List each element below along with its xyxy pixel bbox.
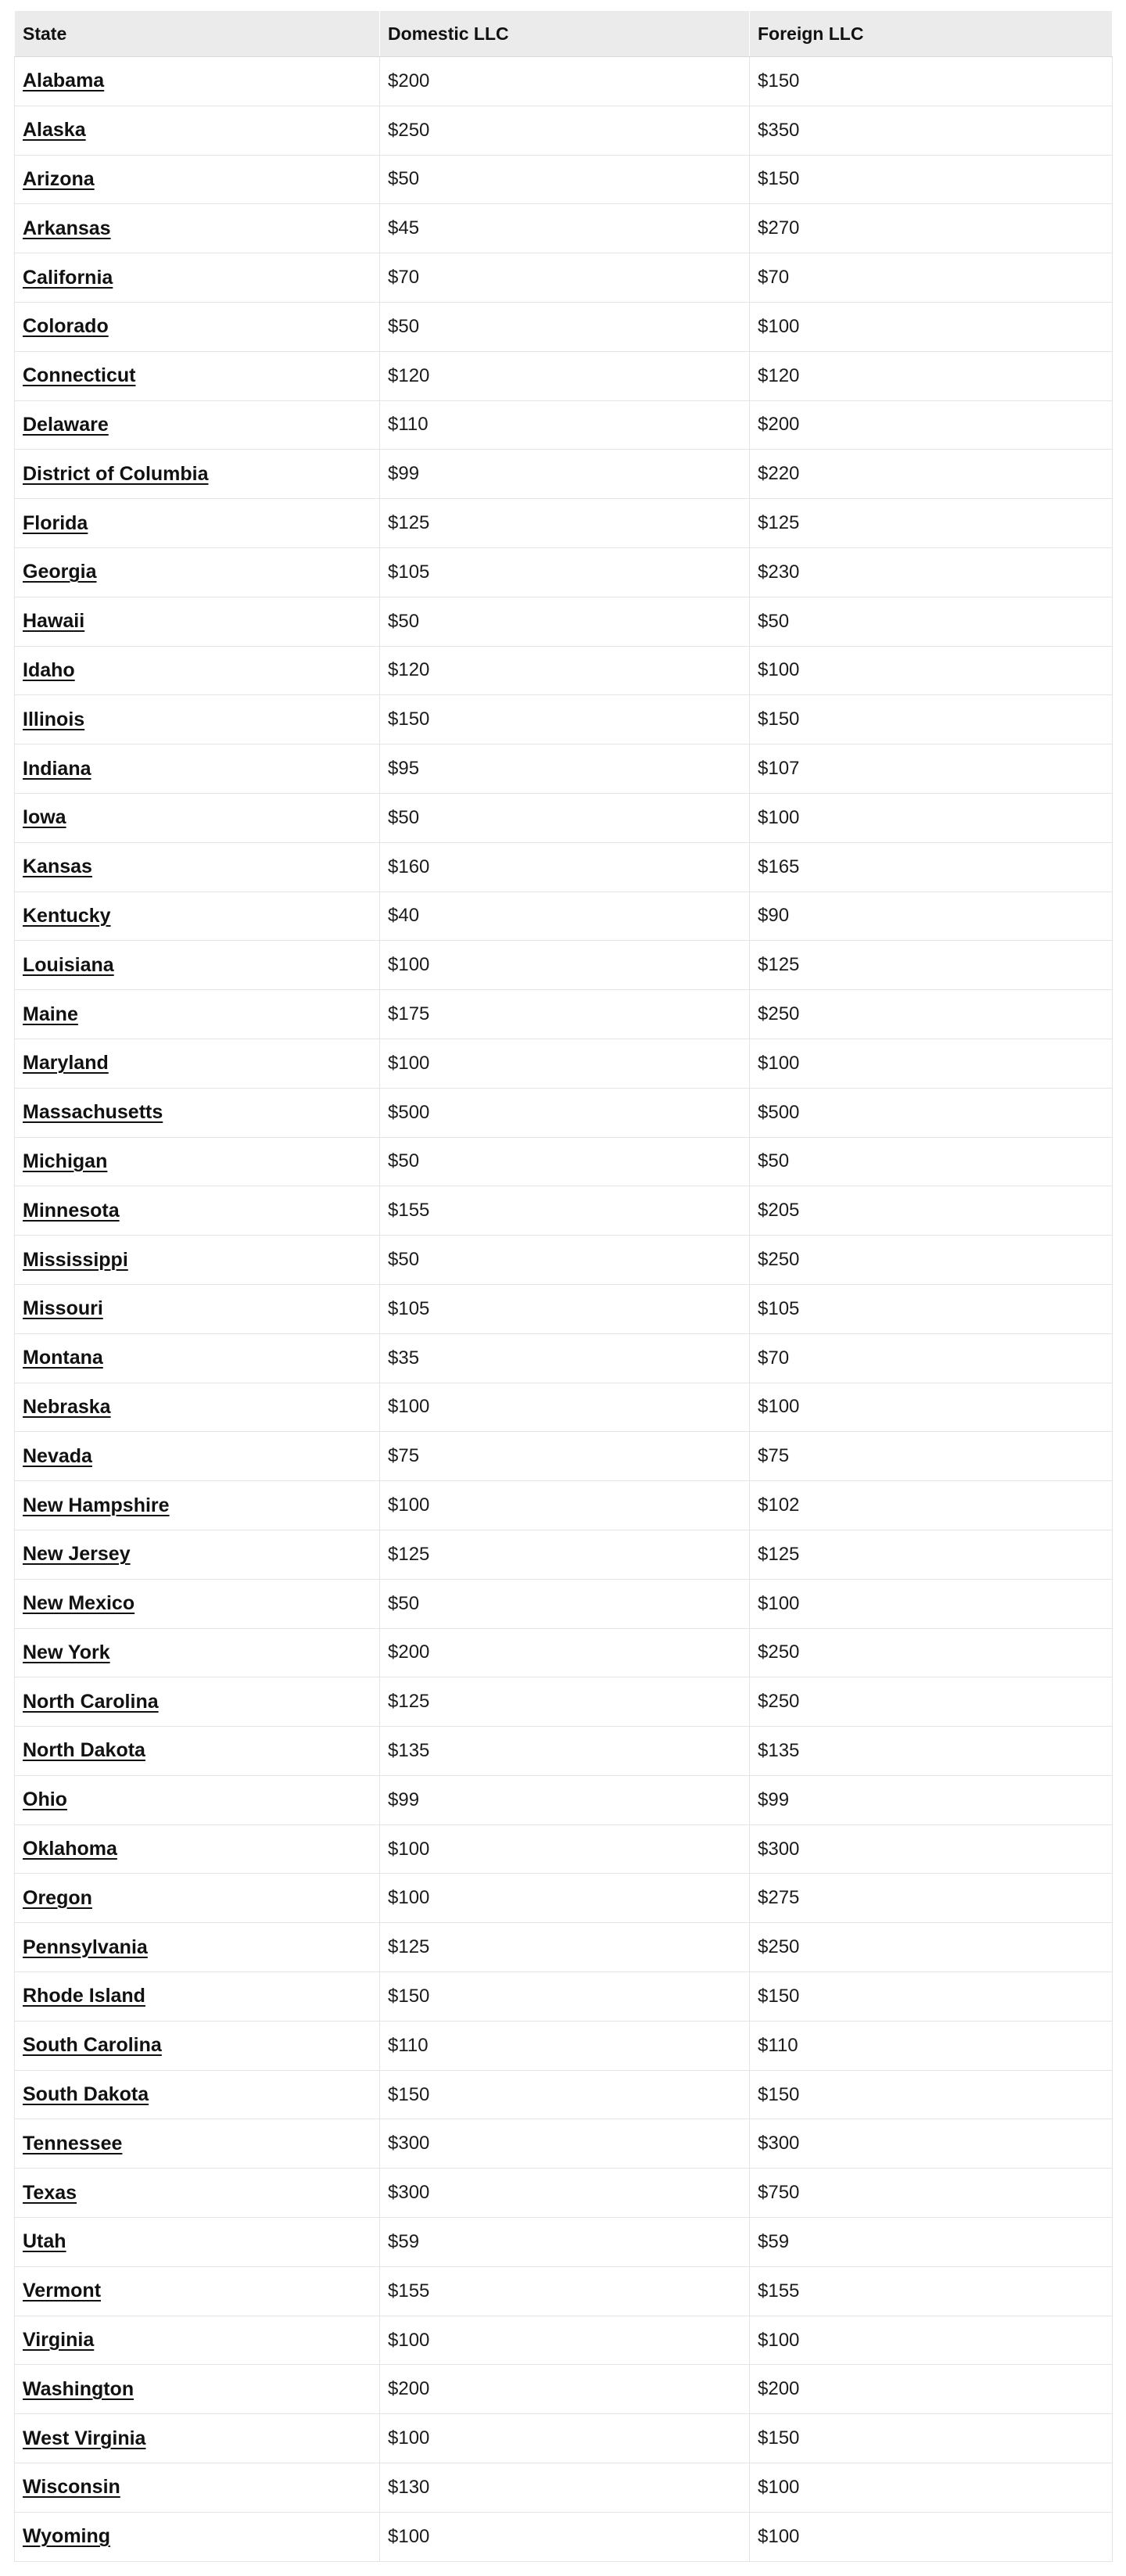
domestic-fee-cell: $50 — [380, 1236, 750, 1285]
table-row — [15, 2021, 1113, 2070]
foreign-fee-cell: $155 — [750, 2266, 1113, 2316]
state-link[interactable]: Massachusetts — [23, 1101, 163, 1124]
state-cell — [15, 1972, 380, 2022]
domestic-fee-cell: $125 — [380, 1530, 750, 1579]
state-cell — [15, 1383, 380, 1432]
state-cell — [15, 1236, 380, 1285]
state-cell — [15, 842, 380, 892]
domestic-fee-cell: $200 — [380, 57, 750, 106]
state-link[interactable]: Tennessee — [23, 2132, 123, 2154]
state-cell — [15, 2512, 380, 2561]
domestic-fee-cell: $99 — [380, 1775, 750, 1824]
foreign-fee-cell: $150 — [750, 57, 1113, 106]
domestic-fee-cell: $155 — [380, 2266, 750, 2316]
table-row — [15, 793, 1113, 842]
foreign-fee-cell: $70 — [750, 1333, 1113, 1383]
foreign-fee-cell: $100 — [750, 2512, 1113, 2561]
table-row — [15, 1824, 1113, 1874]
state-link[interactable]: Maryland — [23, 1052, 109, 1075]
foreign-fee-cell: $125 — [750, 1530, 1113, 1579]
foreign-fee-cell: $110 — [750, 2021, 1113, 2070]
state-link[interactable]: Illinois — [23, 708, 85, 730]
foreign-fee-cell: $100 — [750, 1039, 1113, 1088]
foreign-fee-cell: $107 — [750, 744, 1113, 794]
foreign-fee-cell: $300 — [750, 1824, 1113, 1874]
state-link[interactable]: Pennsylvania — [23, 1936, 148, 1958]
state-cell — [15, 1824, 380, 1874]
llc-fee-table — [14, 10, 1113, 2562]
domestic-fee-cell: $250 — [380, 106, 750, 155]
foreign-fee-cell: $250 — [750, 1236, 1113, 1285]
foreign-fee-cell: $250 — [750, 990, 1113, 1039]
fee-table-body — [15, 57, 1113, 2562]
state-link[interactable]: West Virginia — [23, 2427, 146, 2449]
table-row — [15, 2365, 1113, 2414]
table-row — [15, 744, 1113, 794]
state-cell — [15, 2266, 380, 2316]
foreign-fee-cell: $750 — [750, 2169, 1113, 2218]
state-link[interactable]: New Jersey — [23, 1543, 131, 1566]
table-row — [15, 400, 1113, 450]
domestic-fee-cell: $135 — [380, 1727, 750, 1776]
table-row — [15, 1530, 1113, 1579]
foreign-fee-cell: $250 — [750, 1677, 1113, 1727]
state-cell — [15, 1432, 380, 1481]
foreign-fee-cell: $100 — [750, 646, 1113, 695]
state-cell — [15, 990, 380, 1039]
state-cell — [15, 2414, 380, 2463]
state-cell — [15, 2070, 380, 2119]
domestic-fee-cell: $155 — [380, 1186, 750, 1236]
domestic-fee-cell: $100 — [380, 2512, 750, 2561]
state-cell — [15, 253, 380, 303]
state-cell — [15, 1579, 380, 1628]
foreign-fee-cell: $250 — [750, 1923, 1113, 1972]
foreign-fee-cell: $75 — [750, 1432, 1113, 1481]
domestic-fee-cell: $125 — [380, 499, 750, 548]
foreign-fee-cell: $270 — [750, 204, 1113, 253]
foreign-fee-cell: $500 — [750, 1088, 1113, 1137]
table-row — [15, 547, 1113, 597]
state-cell — [15, 597, 380, 646]
state-cell — [15, 1874, 380, 1923]
table-row — [15, 1383, 1113, 1432]
state-cell — [15, 547, 380, 597]
table-row — [15, 2316, 1113, 2365]
state-link[interactable]: Oklahoma — [23, 1838, 117, 1860]
domestic-fee-cell: $100 — [380, 2414, 750, 2463]
domestic-fee-cell: $75 — [380, 1432, 750, 1481]
state-link[interactable]: New Mexico — [23, 1592, 135, 1615]
domestic-fee-cell: $100 — [380, 2316, 750, 2365]
column-header-foreign: Foreign LLC — [750, 11, 1113, 57]
domestic-fee-cell: $150 — [380, 2070, 750, 2119]
state-cell — [15, 2365, 380, 2414]
state-link[interactable]: Arkansas — [23, 217, 111, 239]
table-row — [15, 892, 1113, 941]
state-link[interactable]: North Dakota — [23, 1739, 145, 1762]
state-cell — [15, 1137, 380, 1186]
table-row — [15, 1677, 1113, 1727]
table-row — [15, 646, 1113, 695]
table-row — [15, 1236, 1113, 1285]
state-link[interactable]: Delaware — [23, 413, 109, 436]
state-cell — [15, 744, 380, 794]
domestic-fee-cell: $130 — [380, 2463, 750, 2513]
table-row — [15, 499, 1113, 548]
table-header — [15, 11, 1113, 57]
table-row — [15, 1088, 1113, 1137]
domestic-fee-cell: $125 — [380, 1923, 750, 1972]
foreign-fee-cell: $100 — [750, 1579, 1113, 1628]
table-row — [15, 1923, 1113, 1972]
domestic-fee-cell: $125 — [380, 1677, 750, 1727]
state-cell — [15, 499, 380, 548]
table-row — [15, 1579, 1113, 1628]
foreign-fee-cell: $59 — [750, 2218, 1113, 2267]
domestic-fee-cell: $50 — [380, 302, 750, 351]
foreign-fee-cell: $100 — [750, 302, 1113, 351]
domestic-fee-cell: $40 — [380, 892, 750, 941]
table-row — [15, 2463, 1113, 2513]
state-link[interactable]: Arizona — [23, 167, 95, 190]
domestic-fee-cell: $110 — [380, 2021, 750, 2070]
foreign-fee-cell: $70 — [750, 253, 1113, 303]
llc-fee-table-container — [14, 10, 1112, 2562]
foreign-fee-cell: $100 — [750, 1383, 1113, 1432]
domestic-fee-cell: $35 — [380, 1333, 750, 1383]
state-link[interactable]: Texas — [23, 2181, 77, 2204]
state-link[interactable]: Wyoming — [23, 2525, 111, 2548]
domestic-fee-cell: $100 — [380, 1874, 750, 1923]
state-link[interactable]: Wisconsin — [23, 2476, 120, 2499]
table-row — [15, 253, 1113, 303]
table-row — [15, 941, 1113, 990]
table-row — [15, 1284, 1113, 1333]
table-row — [15, 695, 1113, 744]
state-link[interactable]: Kentucky — [23, 904, 111, 927]
table-row — [15, 351, 1113, 400]
domestic-fee-cell: $100 — [380, 1383, 750, 1432]
domestic-fee-cell: $50 — [380, 597, 750, 646]
domestic-fee-cell: $105 — [380, 1284, 750, 1333]
state-link[interactable]: Nebraska — [23, 1395, 111, 1418]
domestic-fee-cell: $200 — [380, 1628, 750, 1677]
state-cell — [15, 1284, 380, 1333]
foreign-fee-cell: $125 — [750, 499, 1113, 548]
foreign-fee-cell: $50 — [750, 1137, 1113, 1186]
state-link[interactable]: Florida — [23, 511, 88, 534]
table-row — [15, 842, 1113, 892]
foreign-fee-cell: $120 — [750, 351, 1113, 400]
domestic-fee-cell: $300 — [380, 2169, 750, 2218]
foreign-fee-cell: $50 — [750, 597, 1113, 646]
state-link[interactable]: Alaska — [23, 119, 86, 142]
state-cell — [15, 695, 380, 744]
table-row — [15, 1727, 1113, 1776]
state-cell — [15, 1186, 380, 1236]
state-cell — [15, 1775, 380, 1824]
state-link[interactable]: Mississippi — [23, 1248, 128, 1271]
state-cell — [15, 2463, 380, 2513]
table-row — [15, 2169, 1113, 2218]
foreign-fee-cell: $220 — [750, 450, 1113, 499]
column-header-domestic: Domestic LLC — [380, 11, 750, 57]
table-row — [15, 1874, 1113, 1923]
domestic-fee-cell: $175 — [380, 990, 750, 1039]
table-row — [15, 2512, 1113, 2561]
domestic-fee-cell: $100 — [380, 1824, 750, 1874]
foreign-fee-cell: $150 — [750, 2414, 1113, 2463]
table-row — [15, 1039, 1113, 1088]
table-row — [15, 2218, 1113, 2267]
foreign-fee-cell: $100 — [750, 793, 1113, 842]
domestic-fee-cell: $50 — [380, 155, 750, 204]
state-cell — [15, 793, 380, 842]
state-link[interactable]: Vermont — [23, 2280, 102, 2302]
state-cell — [15, 57, 380, 106]
state-cell — [15, 204, 380, 253]
state-link[interactable]: California — [23, 266, 113, 289]
state-link[interactable]: Nevada — [23, 1444, 92, 1467]
domestic-fee-cell: $100 — [380, 941, 750, 990]
foreign-fee-cell: $205 — [750, 1186, 1113, 1236]
domestic-fee-cell: $200 — [380, 2365, 750, 2414]
foreign-fee-cell: $250 — [750, 1628, 1113, 1677]
domestic-fee-cell: $59 — [380, 2218, 750, 2267]
state-link[interactable]: Iowa — [23, 806, 66, 829]
state-cell — [15, 1628, 380, 1677]
state-link[interactable]: Michigan — [23, 1150, 108, 1172]
table-row — [15, 1628, 1113, 1677]
state-link[interactable]: Virginia — [23, 2329, 95, 2352]
state-cell — [15, 941, 380, 990]
table-row — [15, 302, 1113, 351]
state-cell — [15, 646, 380, 695]
domestic-fee-cell: $500 — [380, 1088, 750, 1137]
state-link[interactable]: Idaho — [23, 658, 75, 681]
foreign-fee-cell: $150 — [750, 2070, 1113, 2119]
state-link[interactable]: Utah — [23, 2230, 66, 2253]
state-link[interactable]: Ohio — [23, 1788, 67, 1811]
column-header-state: State — [15, 11, 380, 57]
state-cell — [15, 892, 380, 941]
state-link[interactable]: Rhode Island — [23, 1985, 145, 2007]
state-link[interactable]: South Carolina — [23, 2034, 162, 2057]
domestic-fee-cell: $50 — [380, 1137, 750, 1186]
state-cell — [15, 2169, 380, 2218]
foreign-fee-cell: $150 — [750, 1972, 1113, 2022]
table-row — [15, 1137, 1113, 1186]
domestic-fee-cell: $45 — [380, 204, 750, 253]
state-link[interactable]: New York — [23, 1641, 110, 1663]
table-row — [15, 204, 1113, 253]
domestic-fee-cell: $120 — [380, 351, 750, 400]
state-link[interactable]: North Carolina — [23, 1690, 159, 1713]
state-cell — [15, 1333, 380, 1383]
state-link[interactable]: Colorado — [23, 315, 109, 338]
domestic-fee-cell: $50 — [380, 1579, 750, 1628]
foreign-fee-cell: $135 — [750, 1727, 1113, 1776]
table-row — [15, 1333, 1113, 1383]
state-cell — [15, 1481, 380, 1530]
foreign-fee-cell: $350 — [750, 106, 1113, 155]
domestic-fee-cell: $120 — [380, 646, 750, 695]
state-cell — [15, 2218, 380, 2267]
state-link[interactable]: New Hampshire — [23, 1494, 170, 1516]
table-row — [15, 597, 1113, 646]
state-link[interactable]: Louisiana — [23, 953, 114, 976]
foreign-fee-cell: $200 — [750, 2365, 1113, 2414]
table-row — [15, 450, 1113, 499]
state-cell — [15, 2021, 380, 2070]
foreign-fee-cell: $300 — [750, 2119, 1113, 2169]
state-cell — [15, 400, 380, 450]
table-row — [15, 2266, 1113, 2316]
table-row — [15, 1775, 1113, 1824]
state-link[interactable]: Oregon — [23, 1886, 92, 1909]
foreign-fee-cell: $275 — [750, 1874, 1113, 1923]
state-cell — [15, 1088, 380, 1137]
table-row — [15, 1432, 1113, 1481]
domestic-fee-cell: $110 — [380, 400, 750, 450]
state-cell — [15, 1727, 380, 1776]
state-cell — [15, 450, 380, 499]
state-link[interactable]: South Dakota — [23, 2083, 149, 2106]
state-link[interactable]: Hawaii — [23, 610, 85, 633]
table-row — [15, 1972, 1113, 2022]
table-row — [15, 1481, 1113, 1530]
table-row — [15, 2414, 1113, 2463]
state-link[interactable]: Indiana — [23, 757, 91, 780]
state-cell — [15, 1677, 380, 1727]
state-link[interactable]: Kansas — [23, 856, 92, 878]
state-link[interactable]: District of Columbia — [23, 462, 209, 485]
table-row — [15, 2119, 1113, 2169]
foreign-fee-cell: $90 — [750, 892, 1113, 941]
state-link[interactable]: Minnesota — [23, 1199, 120, 1222]
state-cell — [15, 106, 380, 155]
table-row — [15, 106, 1113, 155]
state-link[interactable]: Connecticut — [23, 364, 136, 387]
domestic-fee-cell: $95 — [380, 744, 750, 794]
table-row — [15, 1186, 1113, 1236]
state-link[interactable]: Missouri — [23, 1297, 103, 1320]
table-row — [15, 2070, 1113, 2119]
table-row — [15, 57, 1113, 106]
state-link[interactable]: Maine — [23, 1003, 78, 1025]
state-cell — [15, 1923, 380, 1972]
state-cell — [15, 1530, 380, 1579]
domestic-fee-cell: $160 — [380, 842, 750, 892]
domestic-fee-cell: $150 — [380, 695, 750, 744]
foreign-fee-cell: $150 — [750, 695, 1113, 744]
foreign-fee-cell: $150 — [750, 155, 1113, 204]
state-link[interactable]: Georgia — [23, 561, 97, 583]
header-row — [15, 11, 1113, 57]
foreign-fee-cell: $100 — [750, 2463, 1113, 2513]
domestic-fee-cell: $99 — [380, 450, 750, 499]
foreign-fee-cell: $99 — [750, 1775, 1113, 1824]
domestic-fee-cell: $105 — [380, 547, 750, 597]
state-cell — [15, 1039, 380, 1088]
state-cell — [15, 2316, 380, 2365]
foreign-fee-cell: $105 — [750, 1284, 1113, 1333]
state-cell — [15, 155, 380, 204]
table-row — [15, 990, 1113, 1039]
foreign-fee-cell: $165 — [750, 842, 1113, 892]
domestic-fee-cell: $100 — [380, 1039, 750, 1088]
foreign-fee-cell: $102 — [750, 1481, 1113, 1530]
state-link[interactable]: Montana — [23, 1347, 103, 1369]
state-cell — [15, 2119, 380, 2169]
state-link[interactable]: Alabama — [23, 70, 105, 92]
foreign-fee-cell: $125 — [750, 941, 1113, 990]
table-row — [15, 155, 1113, 204]
state-cell — [15, 351, 380, 400]
foreign-fee-cell: $100 — [750, 2316, 1113, 2365]
foreign-fee-cell: $230 — [750, 547, 1113, 597]
foreign-fee-cell: $200 — [750, 400, 1113, 450]
state-link[interactable]: Washington — [23, 2377, 134, 2400]
domestic-fee-cell: $300 — [380, 2119, 750, 2169]
domestic-fee-cell: $70 — [380, 253, 750, 303]
state-cell — [15, 302, 380, 351]
domestic-fee-cell: $100 — [380, 1481, 750, 1530]
domestic-fee-cell: $50 — [380, 793, 750, 842]
domestic-fee-cell: $150 — [380, 1972, 750, 2022]
